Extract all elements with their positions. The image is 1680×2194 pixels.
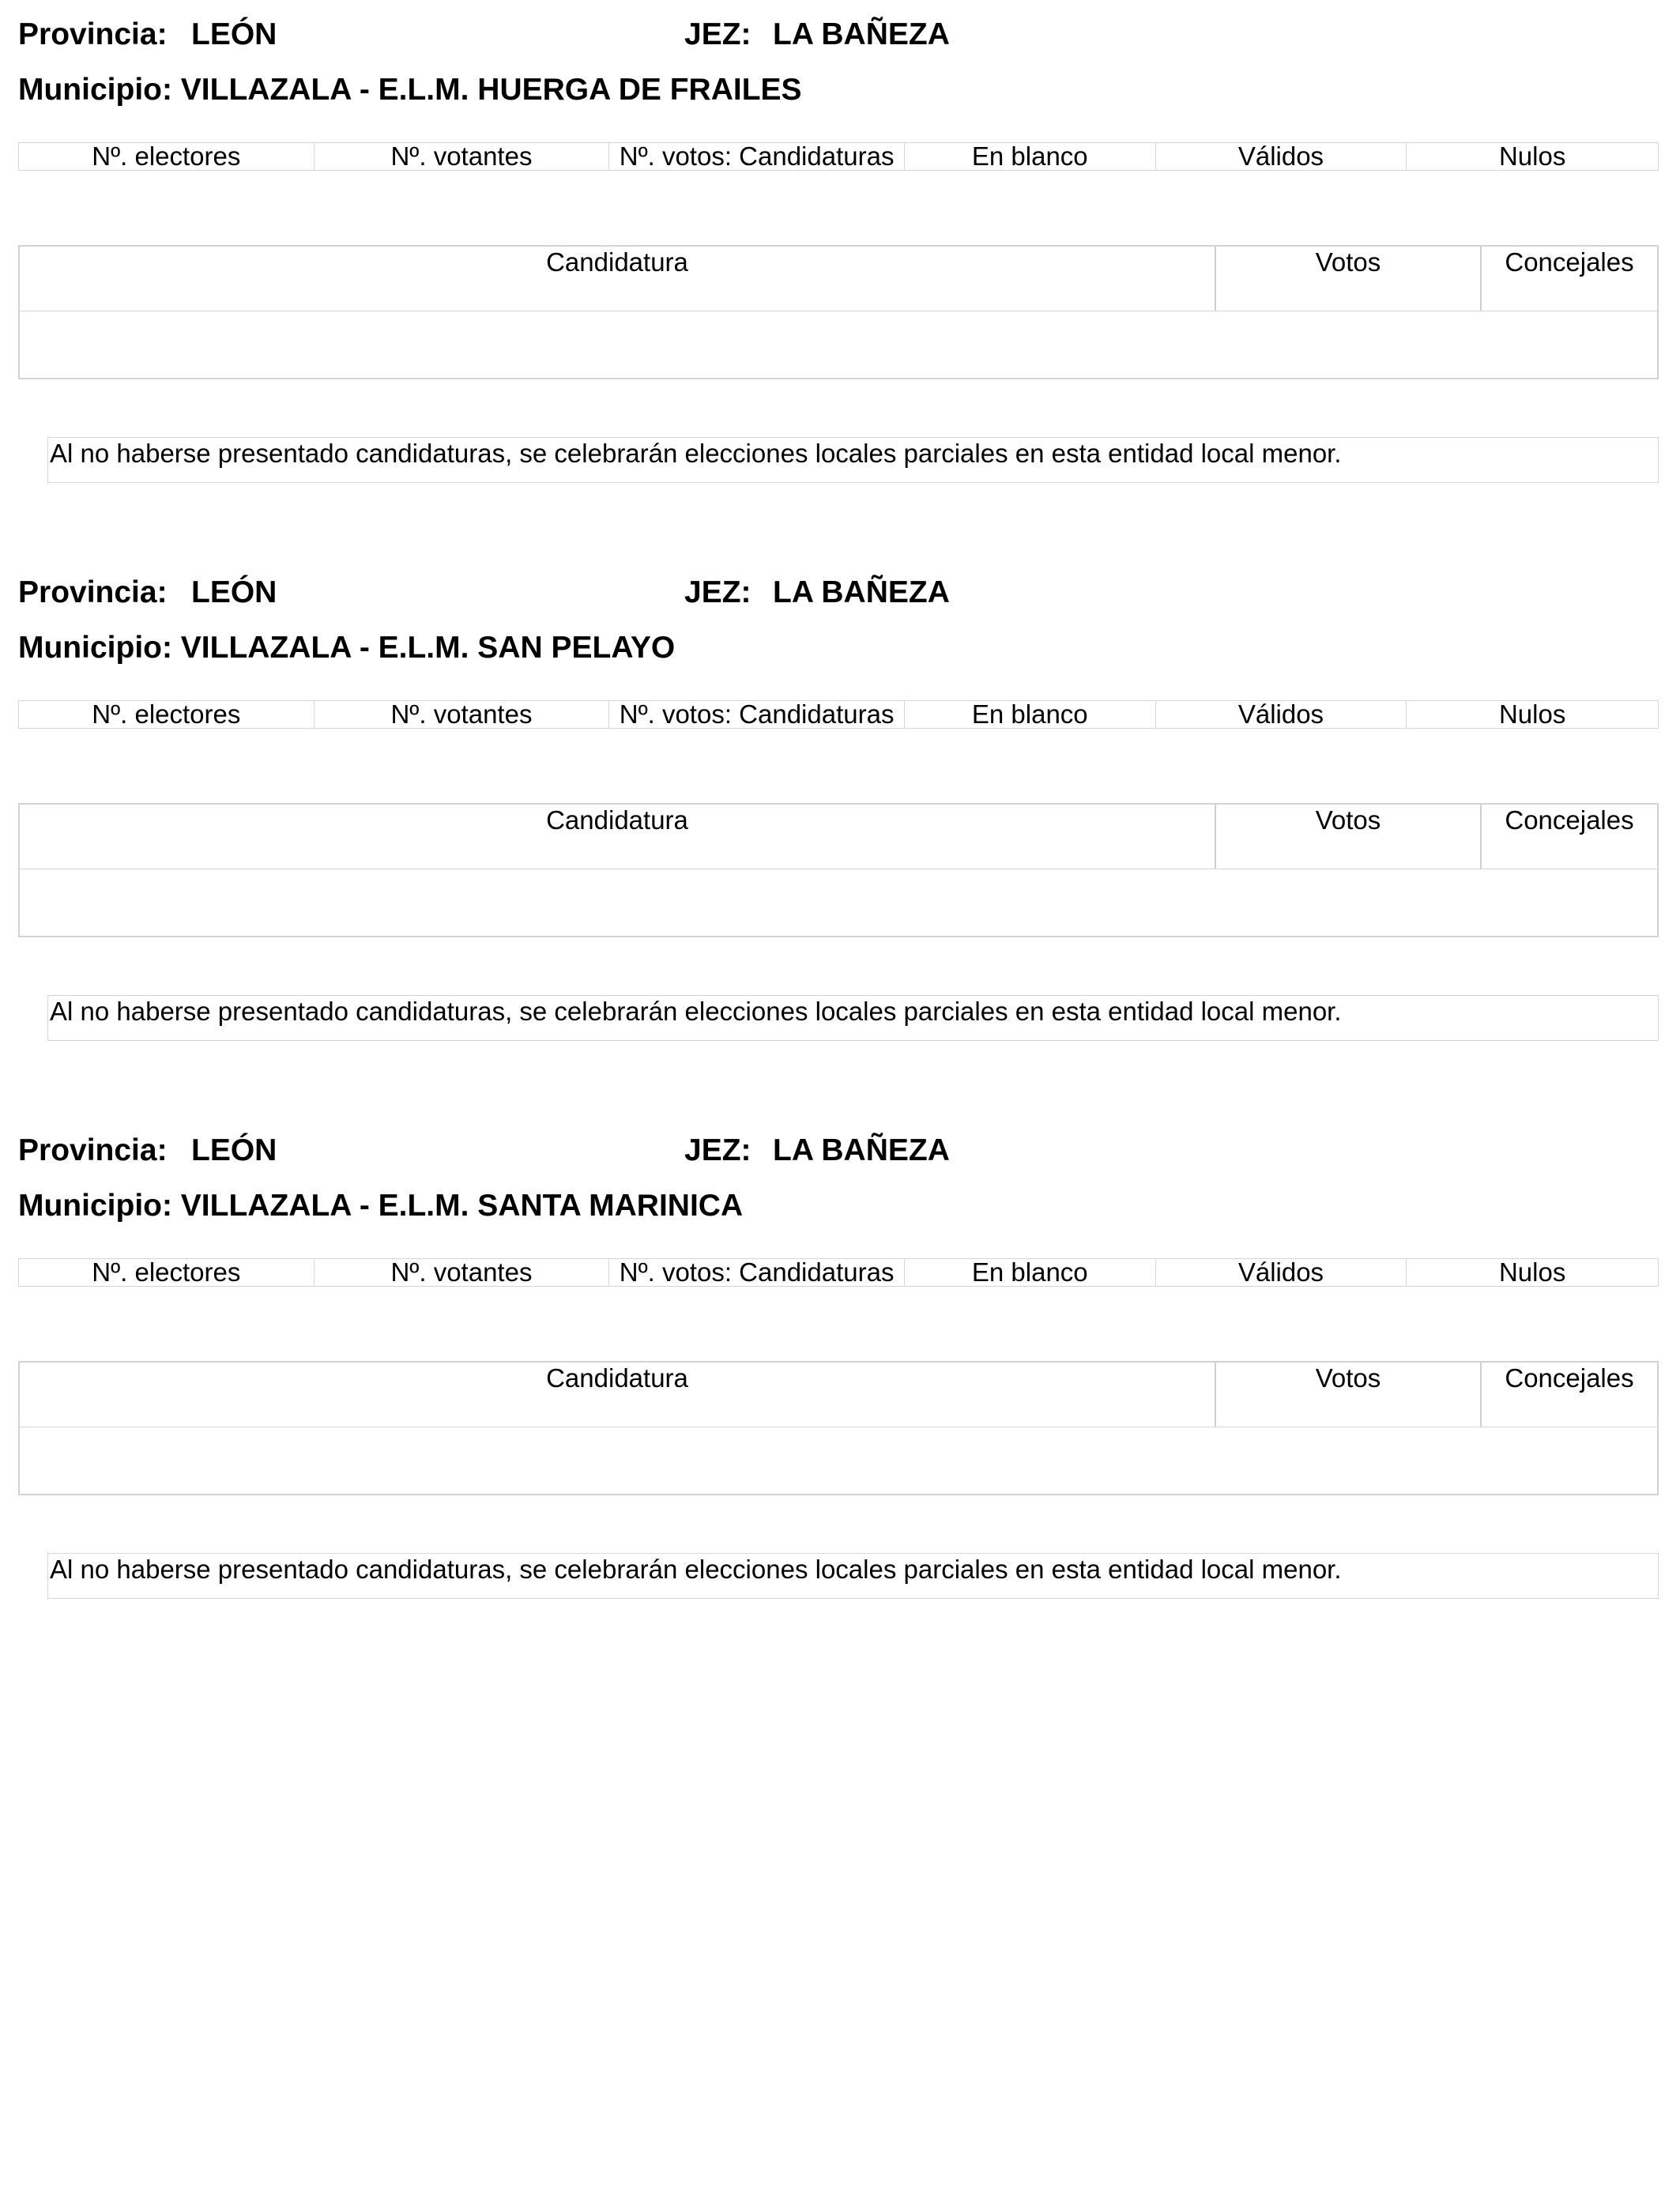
summary-header-nulos: Nulos [1498, 701, 1566, 728]
summary-header-en-blanco: En blanco [905, 701, 1156, 728]
result-section-2 [0, 558, 1680, 1064]
candidatura-table-body [20, 869, 1657, 936]
candidatura-table-header [20, 247, 1657, 311]
header-votos: Votos [1216, 247, 1482, 311]
provincia-label: Provincia: [18, 1133, 168, 1167]
summary-table [18, 142, 1659, 171]
summary-table [18, 1258, 1659, 1287]
summary-header-validos: Válidos [1156, 143, 1407, 170]
jez-label: JEZ: [684, 575, 751, 609]
summary-header-votos-candidaturas: Nº. votos: Candidaturas [609, 701, 905, 728]
result-section-3 [0, 1116, 1680, 1622]
summary-header-votos-candidaturas: Nº. votos: Candidaturas [609, 1259, 905, 1286]
jez-value: LA BAÑEZA [773, 1133, 950, 1167]
candidatura-table [18, 1361, 1659, 1495]
note-box: Al no haberse presentado candidaturas, se celebrarán elecciones locales parciales en esta entidad local menor. [47, 995, 1659, 1041]
result-section-1 [0, 0, 1680, 506]
municipio-title: Municipio: VILLAZALA - E.L.M. HUERGA DE FRAILES [18, 73, 802, 107]
provincia-value: LEÓN [191, 1133, 277, 1167]
provincia-label: Provincia: [18, 17, 168, 51]
summary-header-en-blanco: En blanco [905, 143, 1156, 170]
summary-header-electores: Nº. electores [19, 1259, 315, 1286]
summary-header-en-blanco: En blanco [905, 1259, 1156, 1286]
candidatura-table-header [20, 1363, 1657, 1427]
summary-header-votos-candidaturas: Nº. votos: Candidaturas [609, 143, 905, 170]
header-candidatura: Candidatura [20, 805, 1216, 869]
summary-header-validos: Válidos [1156, 1259, 1407, 1286]
header-concejales: Concejales [1505, 247, 1634, 277]
summary-header-electores: Nº. electores [19, 701, 315, 728]
header-candidatura: Candidatura [20, 247, 1216, 311]
provincia-label: Provincia: [18, 575, 168, 609]
jez-label: JEZ: [684, 17, 751, 51]
candidatura-table [18, 803, 1659, 937]
summary-header-nulos: Nulos [1498, 143, 1566, 170]
header-votos: Votos [1216, 805, 1482, 869]
provincia-value: LEÓN [191, 575, 277, 609]
candidatura-table-body [20, 311, 1657, 378]
note-box: Al no haberse presentado candidaturas, se celebrarán elecciones locales parciales en esta entidad local menor. [47, 437, 1659, 483]
note-box: Al no haberse presentado candidaturas, se celebrarán elecciones locales parciales en esta entidad local menor. [47, 1553, 1659, 1599]
summary-header-validos: Válidos [1156, 701, 1407, 728]
summary-header-electores: Nº. electores [19, 143, 315, 170]
summary-header-nulos: Nulos [1498, 1259, 1566, 1286]
candidatura-table-header [20, 805, 1657, 869]
jez-label: JEZ: [684, 1133, 751, 1167]
municipio-title: Municipio: VILLAZALA - E.L.M. SAN PELAYO [18, 631, 676, 665]
summary-table [18, 700, 1659, 729]
candidatura-table [18, 245, 1659, 379]
header-concejales: Concejales [1505, 1363, 1634, 1393]
header-candidatura: Candidatura [20, 1363, 1216, 1427]
header-votos: Votos [1216, 1363, 1482, 1427]
summary-header-votantes: Nº. votantes [315, 143, 610, 170]
summary-header-votantes: Nº. votantes [315, 1259, 610, 1286]
provincia-value: LEÓN [191, 17, 277, 51]
jez-value: LA BAÑEZA [773, 17, 950, 51]
jez-value: LA BAÑEZA [773, 575, 950, 609]
candidatura-table-body [20, 1427, 1657, 1494]
municipio-title: Municipio: VILLAZALA - E.L.M. SANTA MARINICA [18, 1189, 744, 1223]
header-concejales: Concejales [1505, 805, 1634, 835]
summary-header-votantes: Nº. votantes [315, 701, 610, 728]
